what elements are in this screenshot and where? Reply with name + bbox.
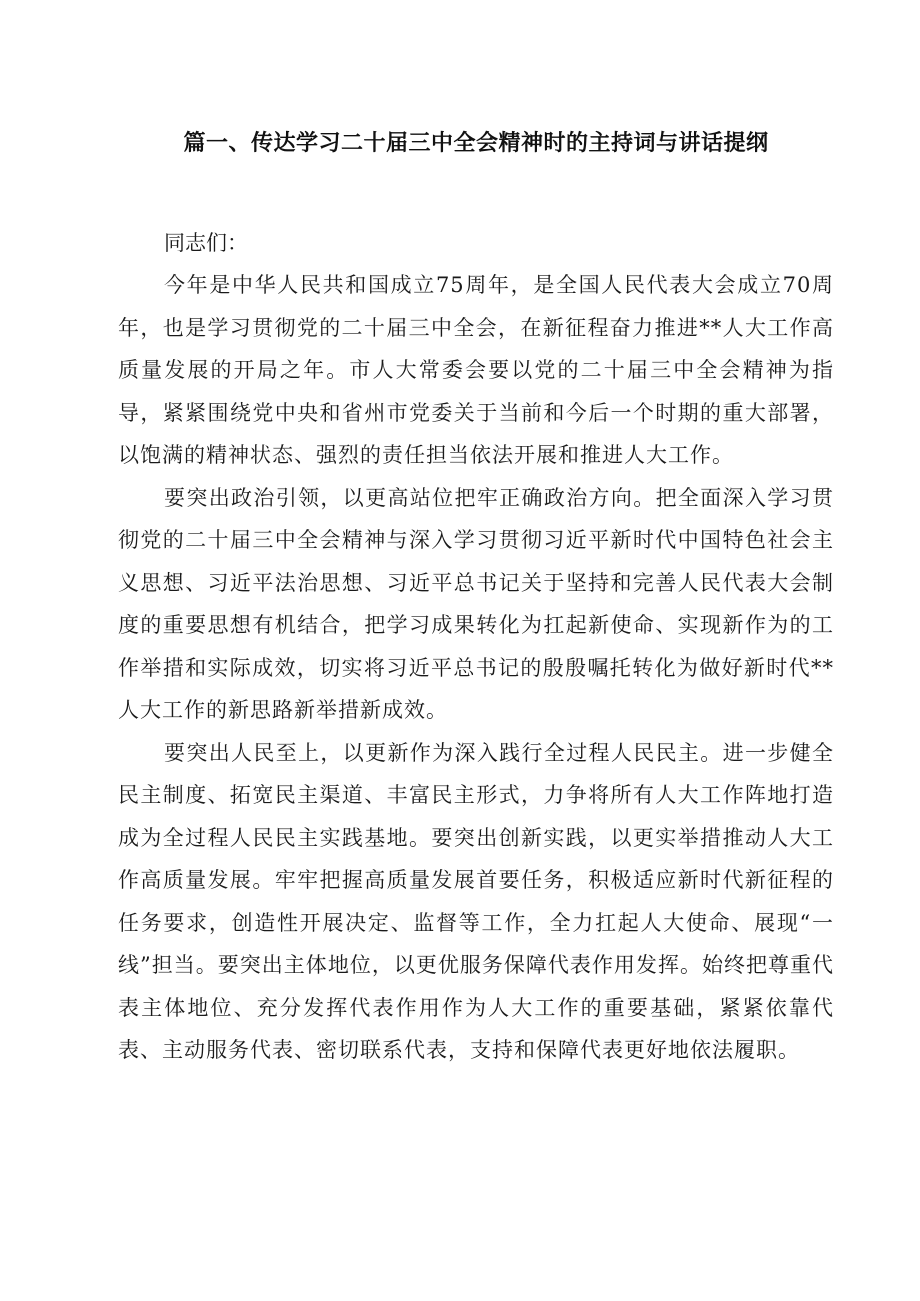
document-title: 篇一、传达学习二十届三中全会精神时的主持词与讲话提纲 <box>183 131 769 156</box>
salutation: 同志们： <box>164 231 248 255</box>
paragraph-3: 要突出人民至上，以更新作为深入践行全过程人民民主。进一步健全民主制度、拓宽民主渠道、丰富民主形式，力争将所有人大工作阵地打造成为全过程人民民主实践基地。要突出创新实践，以更实举措推动人大工作高质量发展。牢牢把握高质量发展首要任务，积极适应新时代新征程的任务要求，创造性开展决定、监督等工作，全力扛起人大使命、展现“一线”担当。要突出主体地位，以更优服务保障代表作用发挥。始终把尊重代表主体地位、充分发挥代表作用作为人大工作的重要基础，紧紧依靠代表、主动服务代表、密切联系代表，支持和保障代表更好地依法履职。 <box>118 740 834 1062</box>
paragraph-2: 要突出政治引领，以更高站位把牢正确政治方向。把全面深入学习贯彻党的二十届三中全会精神与深入学习贯彻习近平新时代中国特色社会主义思想、习近平法治思想、习近平总书记关于坚持和完善人民代表大会制度的重要思想有机结合，把学习成果转化为扛起新使命、实现新作为的工作举措和实际成效，切实将习近平总书记的殷殷嘱托转化为做好新时代**人大工作的新思路新举措新成效。 <box>118 485 834 722</box>
paragraph-1: 今年是中华人民共和国成立75周年，是全国人民代表大会成立70周年，也是学习贯彻党的二十届三中全会，在新征程奋力推进**人大工作高质量发展的开局之年。市人大常委会要以党的二十届三中全会精神为指导，紧紧围绕党中央和省州市党委关于当前和今后一个时期的重大部署，以饱满的精神状态、强烈的责任担当依法开展和推进人大工作。 <box>118 273 834 467</box>
document-body <box>118 222 834 1072</box>
